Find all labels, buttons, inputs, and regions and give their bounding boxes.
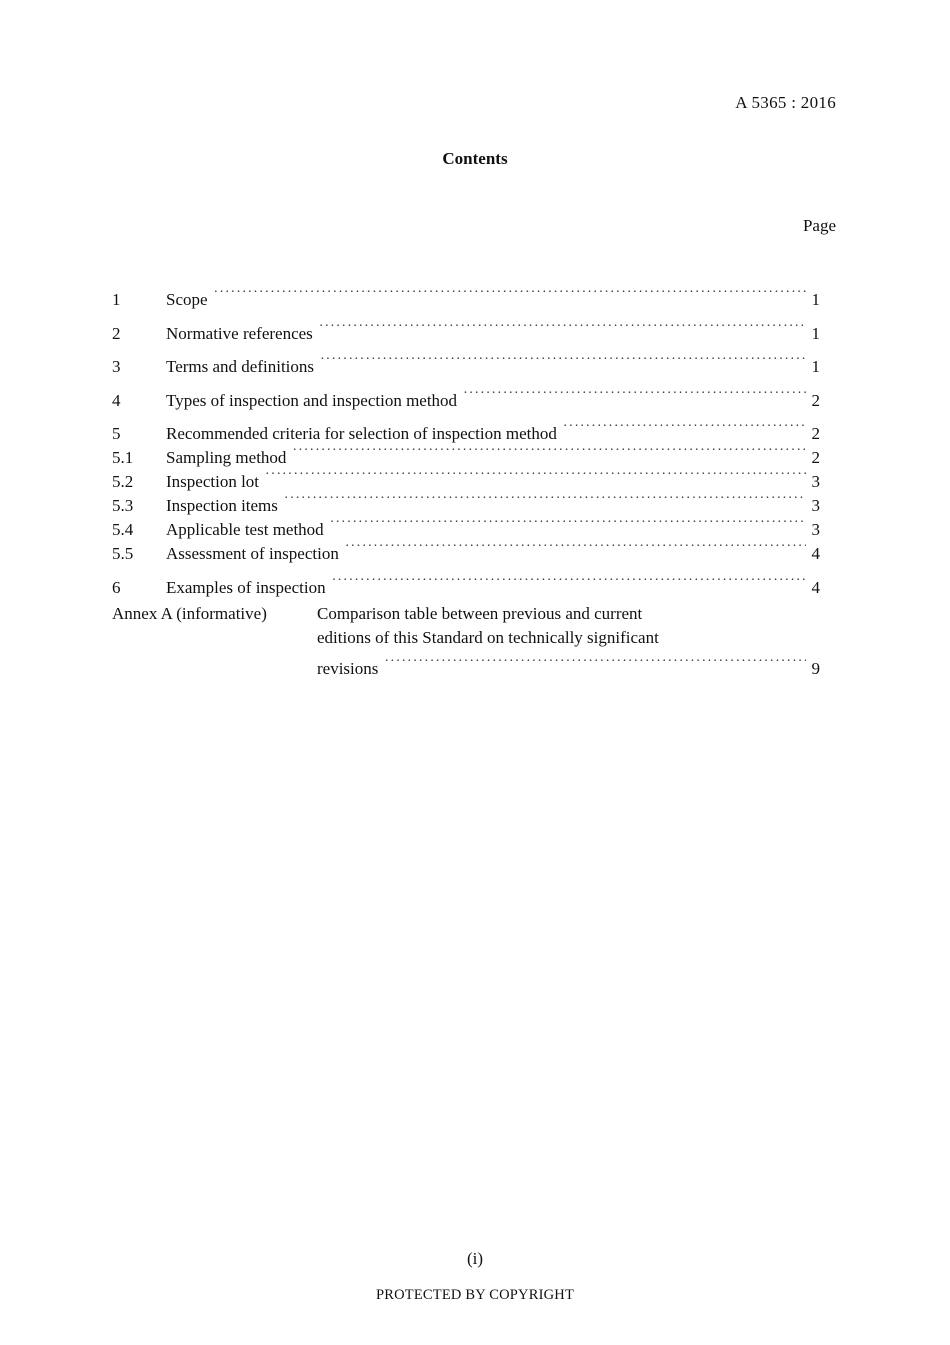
annex-title-last-line [317,650,820,678]
toc-entry-1[interactable] [112,281,820,309]
toc-entry-page: 1 [811,357,820,376]
toc-entry-6[interactable] [112,569,820,597]
annex-label: Annex A (informative) [112,604,267,623]
toc-entry-2[interactable] [112,315,820,343]
toc-entry-page: 4 [811,544,820,563]
dot-leader [319,315,806,339]
toc-entry-number: 5.2 [112,472,134,491]
toc-entry-page: 3 [811,520,820,539]
dot-leader [345,535,806,559]
document-number: A 5365 : 2016 [735,93,836,112]
table-of-contents [112,281,820,597]
toc-entry-number: 3 [112,357,121,376]
toc-entry-number: 5 [112,424,121,443]
toc-entry-page: 4 [811,577,820,597]
toc-entry-title: Applicable test method [166,520,324,539]
toc-entry-page: 3 [811,472,820,491]
toc-entry-title: Normative references [166,323,313,343]
toc-entry-title: Scope [166,290,208,309]
dot-leader [463,382,806,406]
dot-leader [332,569,806,593]
dot-leader [563,415,806,439]
dot-leader [384,650,806,674]
annex-title-block [317,602,820,678]
toc-entry-title: Types of inspection and inspection method [166,390,458,410]
toc-entry-3[interactable] [112,348,820,376]
toc-entry-number: 1 [112,290,121,309]
toc-entry-number: 5.4 [112,520,134,539]
footer-copyright-notice: PROTECTED BY COPYRIGHT [375,1287,574,1303]
annex-title-line: revisions [317,659,379,678]
toc-entry-number: 4 [112,390,121,410]
contents-title: Contents [442,149,508,168]
toc-entry-title: Inspection items [166,496,278,515]
toc-entry-page: 1 [811,323,820,343]
toc-entry-4[interactable] [112,382,820,410]
toc-entry-title: Inspection lot [166,472,260,491]
toc-entry-title: Assessment of inspection [166,544,339,563]
toc-entry-page: 1 [811,290,820,309]
toc-entry-page: 2 [811,448,820,467]
footer-page-number: (i) [466,1249,484,1268]
toc-entry-number: 5.3 [112,496,134,515]
dot-leader [320,348,806,372]
toc-entry-number: 5.1 [112,448,134,467]
toc-entry-5[interactable] [112,415,820,443]
toc-entry-page: 2 [811,390,820,410]
toc-entry-page: 2 [811,424,820,443]
toc-entry-number: 5.5 [112,544,134,563]
annex-title-line: editions of this Standard on technically significant [317,628,659,647]
annex-title-line: Comparison table between previous and current [317,604,643,623]
dot-leader [265,463,806,487]
dot-leader [214,281,806,305]
dot-leader [330,511,806,535]
toc-entry-page: 9 [811,659,820,678]
page-column-label: Page [802,216,836,235]
dot-leader [284,487,806,511]
toc-entry-title: Terms and definitions [166,357,315,376]
toc-entry-title: Recommended criteria for selection of inspection method [166,424,557,443]
toc-entry-number: 2 [112,323,121,343]
dot-leader [292,439,806,463]
toc-entry-title: Sampling method [166,448,287,467]
toc-entry-number: 6 [112,577,121,597]
toc-entry-page: 3 [811,496,820,515]
toc-entry-annex-a[interactable] [112,602,820,678]
toc-entry-title: Examples of inspection [166,577,326,597]
